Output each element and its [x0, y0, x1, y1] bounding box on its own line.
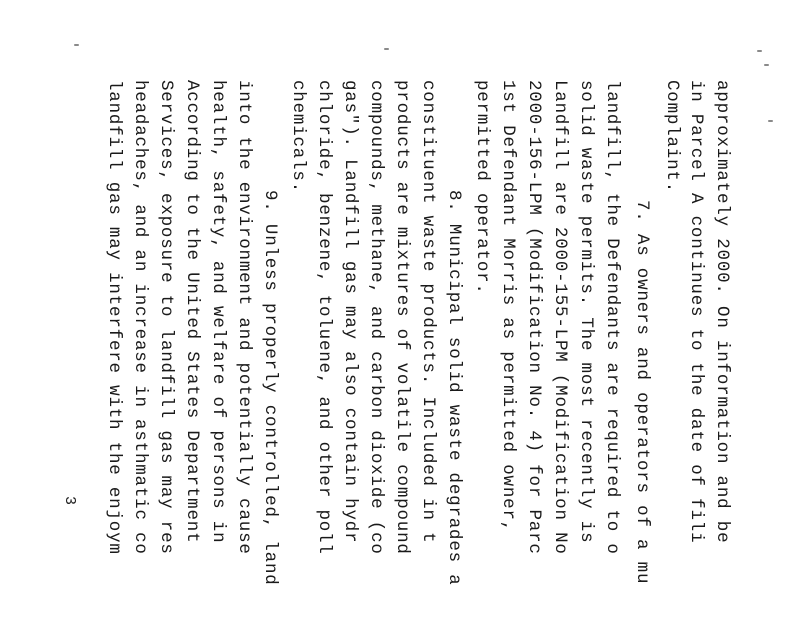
text-line: landfill, the Defendants are required to o	[602, 80, 622, 555]
text-line: permitted operator.	[472, 80, 492, 295]
text-line: chloride, benzene, toluene, and other poll	[314, 80, 334, 555]
text-line: According to the United States Department	[182, 80, 202, 544]
text-line: landfill gas may interfere with the enjoym	[104, 80, 124, 555]
scan-speck	[757, 50, 762, 52]
text-line: compounds, methane, and carbon dioxide (co	[366, 80, 386, 555]
paragraph-9-start: 9. Unless properly controlled, land	[260, 190, 280, 586]
page-number: 3	[61, 496, 78, 506]
scan-speck	[764, 64, 769, 66]
paragraph-7-start: 7. As owners and operators of a mu	[632, 200, 652, 585]
text-line: constituent waste products. Included in t	[418, 80, 438, 544]
paragraph-8-start: 8. Municipal solid waste degrades a	[444, 190, 464, 586]
text-line: into the environment and potentially cause	[234, 80, 254, 555]
scan-speck	[384, 48, 389, 50]
text-line: products are mixtures of volatile compound	[392, 80, 412, 555]
text-line: chemicals.	[288, 80, 308, 194]
text-line: approximately 2000. On information and be	[712, 80, 732, 544]
scan-speck	[74, 44, 79, 46]
text-line: 2000-156-LPM (Modification No. 4) for Parc	[524, 80, 544, 555]
text-line: headaches, and an increase in asthmatic co	[130, 80, 150, 555]
text-line: health, safety, and welfare of persons in	[208, 80, 228, 544]
text-line: gas"). Landfill gas may also contain hydr	[340, 80, 360, 544]
text-line: Complaint.	[662, 80, 682, 194]
text-line: solid waste permits. The most recently is	[576, 80, 596, 544]
text-line: Services, exposure to landfill gas may res	[156, 80, 176, 555]
text-line: 1st Defendant Morris as permitted owner,	[498, 80, 518, 533]
text-line: Landfill are 2000-155-LPM (Modification No	[550, 80, 570, 555]
text-line: in Parcel A continues to the date of fili	[686, 80, 706, 544]
scan-speck	[768, 120, 773, 122]
